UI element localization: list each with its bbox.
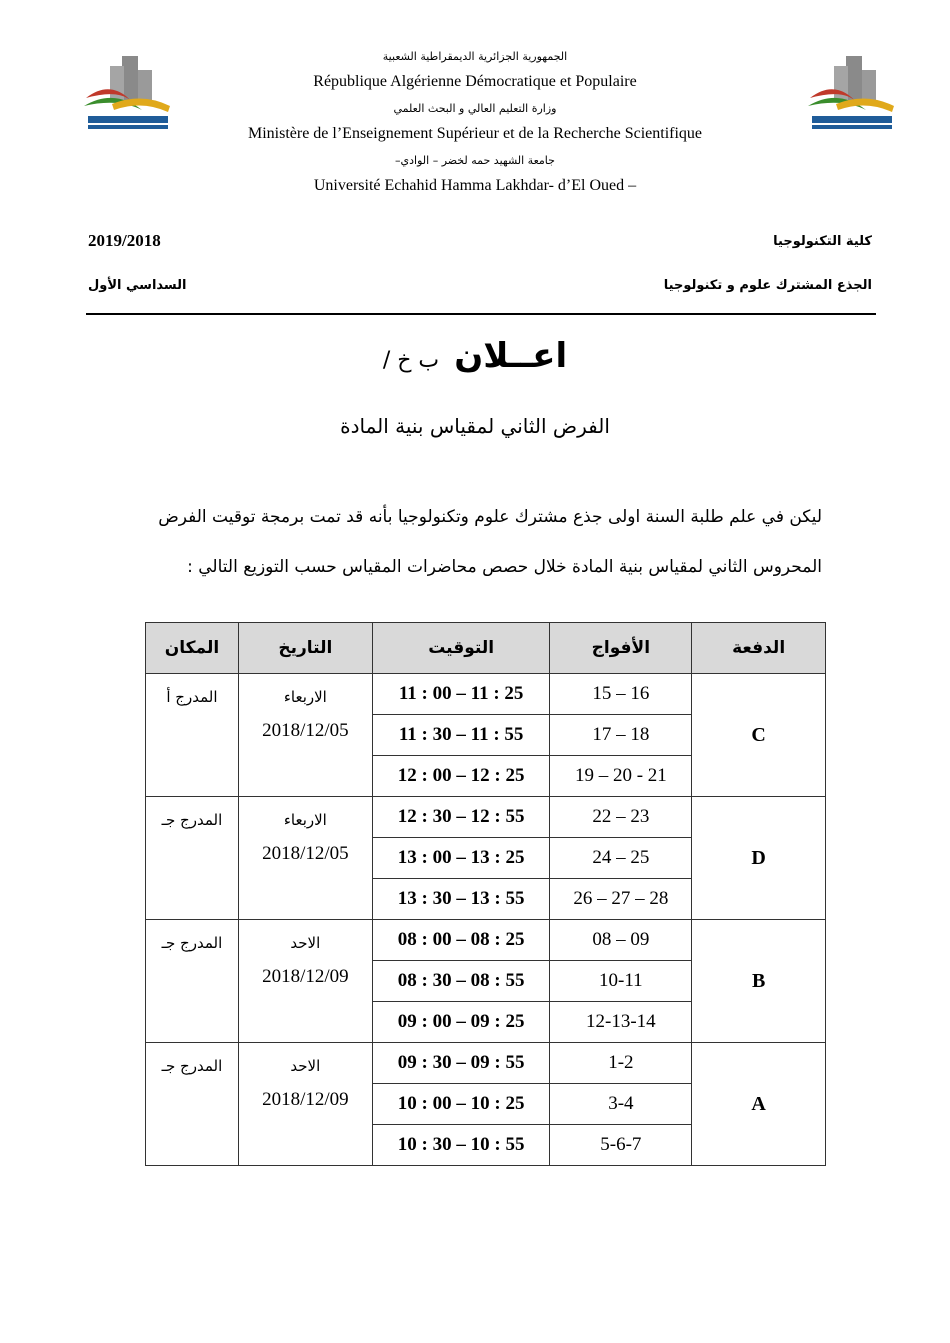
groups-cell: 24 – 25	[550, 838, 692, 879]
table-row	[146, 1043, 826, 1084]
date-cell	[238, 920, 372, 1043]
semester-label: السداسي الأول	[88, 278, 187, 293]
place-cell: المدرج أ	[146, 674, 239, 797]
university-french: Université Echahid Hamma Lakhdar- d’El Oued –	[313, 177, 637, 194]
groups-cell: 3-4	[550, 1084, 692, 1125]
time-cell: 08 : 00 – 08 : 25	[372, 920, 550, 961]
place-cell: المدرج جـ	[146, 920, 239, 1043]
time-cell: 09 : 30 – 09 : 55	[372, 1043, 550, 1084]
groups-cell: 5-6-7	[550, 1125, 692, 1166]
academic-year: 2019/2018	[88, 231, 161, 250]
groups-cell: 12-13-14	[550, 1002, 692, 1043]
time-cell: 10 : 30 – 10 : 55	[372, 1125, 550, 1166]
groups-cell: 17 – 18	[550, 715, 692, 756]
groups-cell: 19 – 20 - 21	[550, 756, 692, 797]
day-name: الاربعاء	[283, 688, 327, 706]
common-core-name: الجذع المشترك علوم و تكنولوجيا	[663, 278, 872, 293]
header-batch: الدفعة	[692, 623, 826, 674]
announcement-subtitle: الفرض الثاني لمقياس بنية المادة	[340, 414, 610, 438]
place-cell: المدرج جـ	[146, 797, 239, 920]
batch-cell: D	[692, 797, 826, 920]
ministry-arabic: وزارة التعليم العالي و البحث العلمي	[393, 102, 557, 115]
batch-cell: B	[692, 920, 826, 1043]
time-cell: 09 : 00 – 09 : 25	[372, 1002, 550, 1043]
date-value: 2018/12/09	[262, 966, 349, 987]
day-name: الاحد	[290, 1057, 321, 1075]
date-value: 2018/12/05	[262, 720, 349, 741]
batch-cell: C	[692, 674, 826, 797]
table-row	[146, 920, 826, 961]
time-cell: 12 : 00 – 12 : 25	[372, 756, 550, 797]
ministry-french: Ministère de l’Enseignement Supérieur et de la Recherche Scientifique	[247, 125, 703, 142]
groups-cell: 1-2	[550, 1043, 692, 1084]
header-place: المكان	[146, 623, 239, 674]
header-groups: الأفواج	[550, 623, 692, 674]
day-name: الاحد	[290, 934, 321, 952]
table-row	[146, 797, 826, 838]
announcement-title	[0, 336, 950, 376]
groups-cell: 08 – 09	[550, 920, 692, 961]
groups-cell: 15 – 16	[550, 674, 692, 715]
groups-cell: 22 – 23	[550, 797, 692, 838]
date-cell	[238, 797, 372, 920]
time-cell: 11 : 00 – 11 : 25	[372, 674, 550, 715]
place-cell: المدرج جـ	[146, 1043, 239, 1166]
date-value: 2018/12/09	[262, 1089, 349, 1110]
republic-arabic: الجمهورية الجزائرية الديمقراطية الشعبية	[382, 50, 568, 63]
header-time: التوقيت	[372, 623, 550, 674]
time-cell: 10 : 00 – 10 : 25	[372, 1084, 550, 1125]
header-date: التاريخ	[238, 623, 372, 674]
university-arabic: جامعة الشهيد حمه لخضر – الوادي–	[395, 154, 555, 167]
announcement-heading: اعــلان	[454, 336, 568, 376]
announcement-ref: ب خ /	[382, 348, 440, 373]
body-line-2: المحروس الثاني لمقياس بنية المادة خلال حصص محاضرات المقياس حسب التوزيع التالي :	[187, 557, 822, 577]
time-cell: 12 : 30 – 12 : 55	[372, 797, 550, 838]
time-cell: 13 : 00 – 13 : 25	[372, 838, 550, 879]
faculty-name: كلية التكنولوجيا	[773, 234, 872, 249]
date-cell	[238, 674, 372, 797]
time-cell: 11 : 30 – 11 : 55	[372, 715, 550, 756]
date-value: 2018/12/05	[262, 843, 349, 864]
batch-cell: A	[692, 1043, 826, 1166]
republic-french: République Algérienne Démocratique et Populaire	[313, 73, 637, 90]
time-cell: 13 : 30 – 13 : 55	[372, 879, 550, 920]
time-cell: 08 : 30 – 08 : 55	[372, 961, 550, 1002]
groups-cell: 26 – 27 – 28	[550, 879, 692, 920]
date-cell	[238, 1043, 372, 1166]
groups-cell: 10-11	[550, 961, 692, 1002]
exam-schedule-table	[145, 622, 826, 1166]
table-row	[146, 674, 826, 715]
table-header-row	[146, 623, 826, 674]
body-line-1: ليكن في علم طلبة السنة اولى جذع مشترك علوم وتكنولوجيا بأنه قد تمت برمجة توقيت الفرض	[158, 507, 822, 527]
day-name: الاربعاء	[283, 811, 327, 829]
header-divider	[86, 313, 876, 315]
